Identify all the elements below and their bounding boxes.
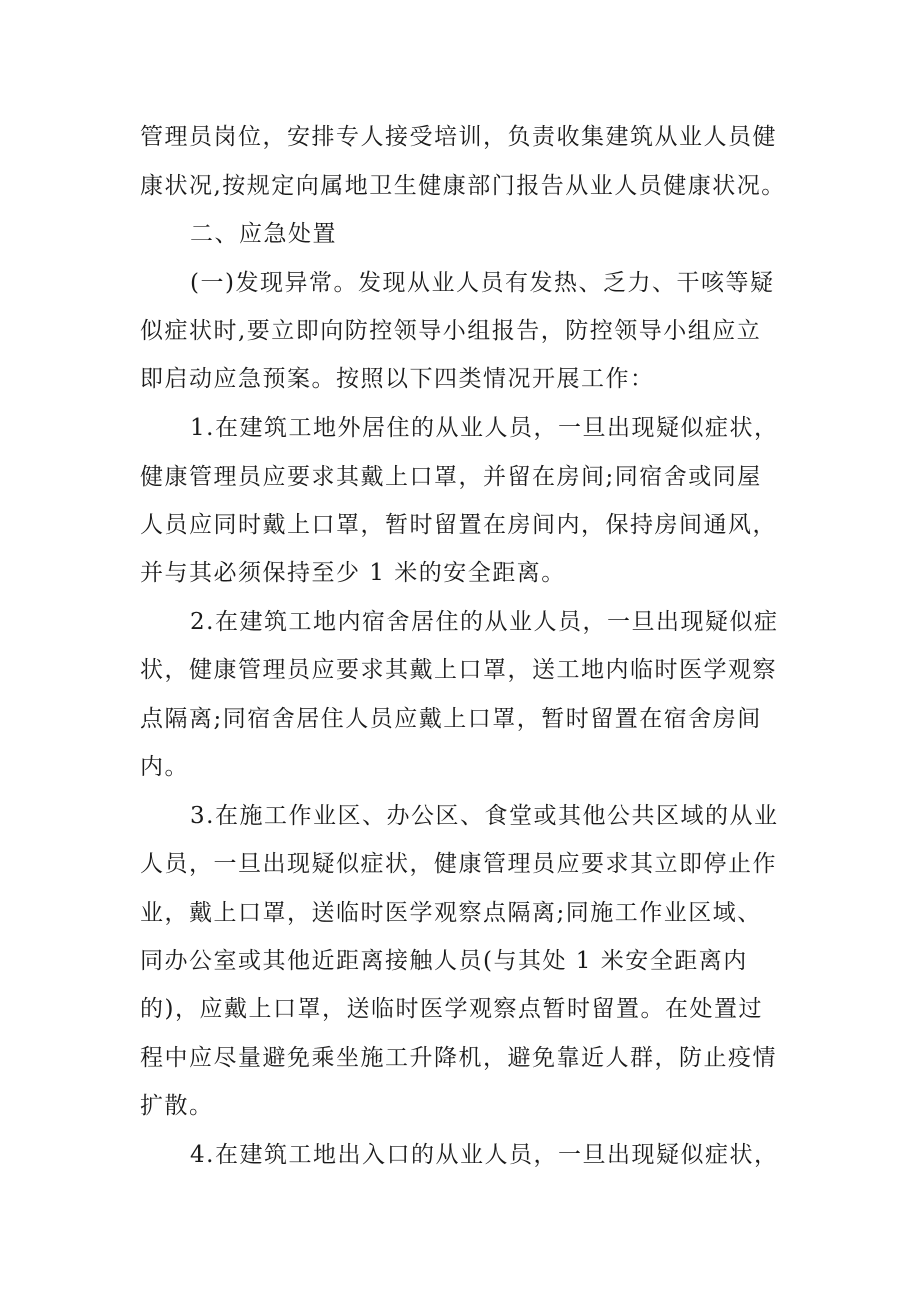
body-line: 并与其必须保持至少 1 米的安全距离。 <box>140 560 566 586</box>
body-line: 人员，一旦出现疑似症状，健康管理员应要求其立即停止作 <box>140 851 777 877</box>
body-line: 人员应同时戴上口罩，暂时留置在房间内，保持房间通风， <box>140 512 777 538</box>
body-line: 业，戴上口罩，送临时医学观察点隔离;同施工作业区域、 <box>140 900 762 926</box>
body-line: 即启动应急预案。按照以下四类情况开展工作： <box>140 366 655 392</box>
body-line: 内。 <box>140 754 189 780</box>
list-item-line: 3.在施工作业区、办公区、食堂或其他公共区域的从业 <box>190 803 779 829</box>
body-line: 点隔离;同宿舍居住人员应戴上口罩，暂时留置在宿舍房间 <box>140 706 762 732</box>
body-line: 的)，应戴上口罩，送临时医学观察点暂时留置。在处置过 <box>140 996 763 1022</box>
list-item-line: 1.在建筑工地外居住的从业人员，一旦出现疑似症状， <box>190 415 779 441</box>
body-line: 同办公室或其他近距离接触人员(与其处 1 米安全距离内 <box>140 948 748 974</box>
body-line: 管理员岗位，安排专人接受培训，负责收集建筑从业人员健 <box>140 124 777 150</box>
section-heading: 二、应急处置 <box>190 221 337 247</box>
body-line: 康状况,按规定向属地卫生健康部门报告从业人员健康状况。 <box>140 173 786 199</box>
list-item-line: 2.在建筑工地内宿舍居住的从业人员，一旦出现疑似症 <box>190 609 779 635</box>
body-line: 扩散。 <box>140 1093 214 1119</box>
body-line: 健康管理员应要求其戴上口罩，并留在房间;同宿舍或同屋 <box>140 464 762 490</box>
list-item-line: 4.在建筑工地出入口的从业人员，一旦出现疑似症状， <box>190 1142 779 1168</box>
subsection-line: (一)发现异常。发现从业人员有发热、乏力、干咳等疑 <box>190 270 775 296</box>
body-line: 状，健康管理员应要求其戴上口罩，送工地内临时医学观察 <box>140 657 777 683</box>
body-line: 程中应尽量避免乘坐施工升降机，避免靠近人群，防止疫情 <box>140 1045 777 1071</box>
body-line: 似症状时,要立即向防控领导小组报告，防控领导小组应立 <box>140 318 762 344</box>
